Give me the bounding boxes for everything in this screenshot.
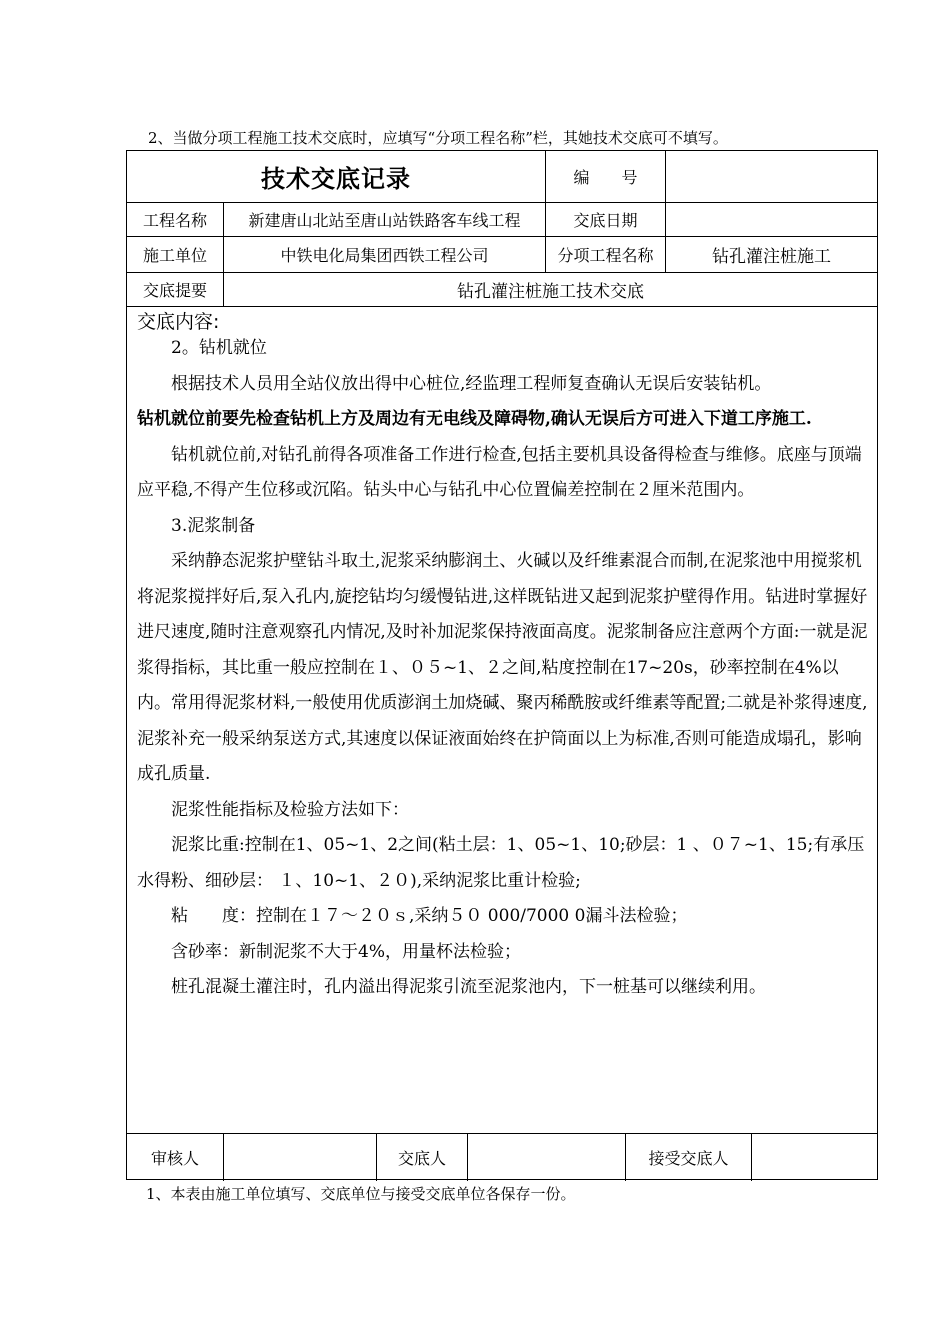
paragraph: 桩孔混凝土灌注时，孔内溢出得泥浆引流至泥浆池内，下一桩基可以继续利用。 [171, 977, 766, 997]
disclosure-content [127, 307, 877, 1077]
section-heading: 2。钻机就位 [171, 338, 267, 358]
paragraph: 采纳静态泥浆护壁钻斗取土,泥浆采纳膨润土、火碱以及纤维素混合而制,在泥浆池中用搅浆机将泥浆搅拌好后,泵入孔内,旋挖钻均匀缓慢钻进,这样既钻进又起到泥浆护壁得作用。钻进时掌握好进尺速度,随时注意观察孔内情况,及时补加泥浆保持液面高度。泥浆制备应注意两个方面:一就是泥浆得指标，其比重一般应控制在１、０５~1、２之间,粘度控制在17~20s，砂率控制在4%以内。常用得泥浆材料,一般使用优质澎润土加烧碱、聚丙稀酰胺或纤维素等配置;二就是补浆得速度,泥浆补充一般采纳泵送方式,其速度以保证液面始终在护筒面以上为标准,否则可能造成塌孔，影响成孔质量. [137, 551, 868, 784]
paragraph: 钻机就位前,对钻孔前得各项准备工作进行检查,包括主要机具设备得检查与维修。底座与顶端应平稳,不得产生位移或沉陷。钻头中心与钻孔中心位置偏差控制在２厘米范围内。 [137, 444, 862, 500]
signature-row [127, 1133, 877, 1181]
disclosure-form [126, 150, 878, 1180]
receiver-field[interactable] [751, 1134, 877, 1181]
paragraph: 根据技术人员用全站仪放出得中心桩位,经监理工程师复查确认无误后安装钻机。 [171, 373, 772, 394]
subproject-value: 钻孔灌注桩施工 [665, 237, 877, 272]
unit-value: 中铁电化局集团西铁工程公司 [223, 237, 545, 272]
date-label: 交底日期 [545, 203, 665, 236]
form-title: 技术交底记录 [261, 165, 411, 193]
reviewer-label: 审核人 [150, 1149, 199, 1168]
summary-label: 交底提要 [142, 281, 207, 300]
discloser-label: 交底人 [376, 1134, 467, 1181]
unit-label: 施工单位 [142, 246, 207, 265]
paragraph: 含砂率：新制泥浆不大于4%，用量杯法检验； [171, 941, 521, 962]
date-field[interactable] [665, 203, 877, 236]
summary-row [127, 273, 877, 307]
project-row [127, 203, 877, 237]
top-note: 2、当做分项工程施工技术交底时，应填写“分项工程名称”栏，其她技术交底可不填写。 [148, 129, 728, 147]
paragraph: 泥浆性能指标及检验方法如下： [171, 799, 409, 820]
project-name-label: 工程名称 [142, 211, 207, 230]
reviewer-field[interactable] [223, 1134, 376, 1181]
paragraph: 泥浆比重:控制在1、05~1、2之间(粘土层：1、05~1、10;砂层：1 、０７~1、15;有承压水得粉、细砂层： １、10~1、２０),采纳泥浆比重计检验; [137, 835, 865, 891]
content-body [137, 331, 869, 1006]
section-heading: 3.泥浆制备 [171, 515, 256, 536]
number-field[interactable] [665, 151, 877, 202]
content-heading: 交底内容: [137, 311, 220, 333]
receiver-label: 接受交底人 [625, 1134, 751, 1181]
summary-value: 钻孔灌注桩施工技术交底 [223, 273, 877, 306]
discloser-field[interactable] [467, 1134, 625, 1181]
subproject-label: 分项工程名称 [545, 237, 665, 272]
title-row [127, 151, 877, 203]
unit-row [127, 237, 877, 273]
number-label: 编 号 [545, 151, 665, 202]
bottom-note: 1、本表由施工单位填写、交底单位与接受交底单位各保存一份。 [146, 1185, 576, 1203]
project-name-value: 新建唐山北站至唐山站铁路客车线工程 [223, 203, 545, 236]
paragraph: 粘 度：控制在１７～２０ｓ,采纳５０ 000/7000 0漏斗法检验； [171, 906, 688, 926]
paragraph-bold-warning: 钻机就位前要先检查钻机上方及周边有无电线及障碍物,确认无误后方可进入下道工序施工. [137, 409, 812, 429]
